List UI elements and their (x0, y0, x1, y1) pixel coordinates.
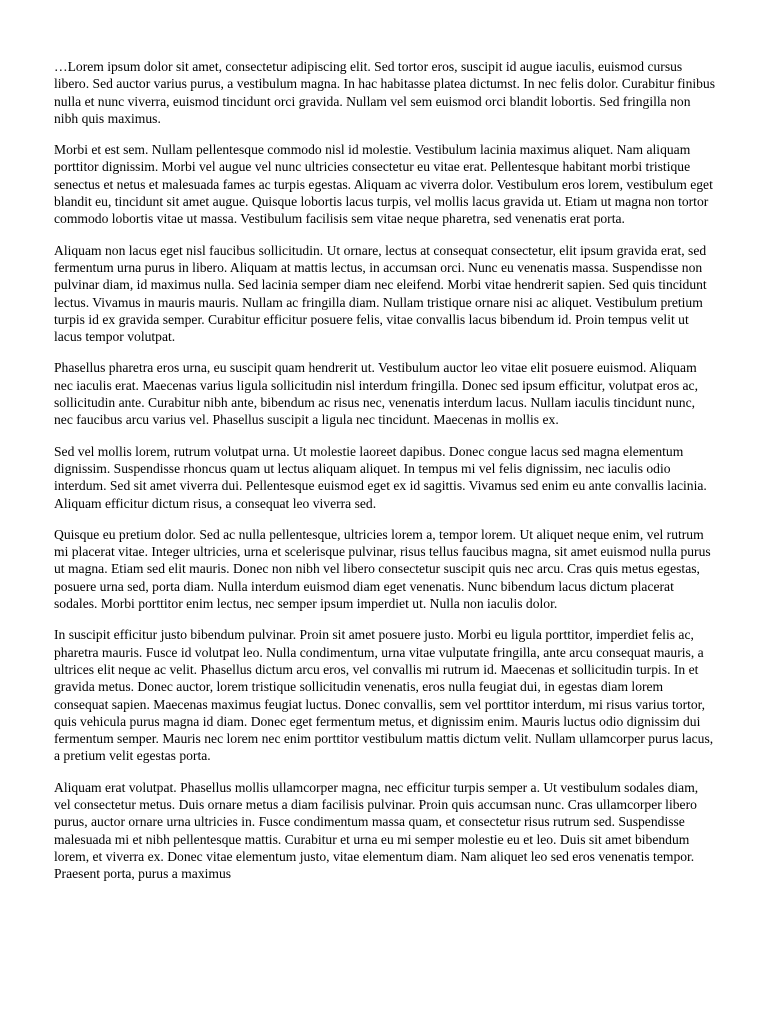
document-body (54, 58, 716, 882)
paragraph-8: Aliquam erat volutpat. Phasellus mollis ullamcorper magna, nec efficitur turpis semper a. Ut vestibulum sodales diam, vel consectetur metus. Duis ornare metus a diam facilisis pulvinar. Proin quis accumsan nunc. Cras ullamcorper libero purus, auctor ornare urna ultricies in. Fusce condimentum massa quam, et consectetur risus rutrum sed. Suspendisse malesuada mi et nibh pellentesque mattis. Curabitur et urna eu mi semper molestie eu et leo. Duis sit amet bibendum lorem, et viverra ex. Donec vitae elementum justo, vitae elementum diam. Nam aliquet leo sed eros venenatis tempor. Praesent porta, purus a maximus (54, 779, 699, 882)
paragraph-5: Sed vel mollis lorem, rutrum volutpat urna. Ut molestie laoreet dapibus. Donec congue lacus sed magna elementum dignissim. Suspendisse rhoncus quam ut lectus aliquam aliquet. In tempus mi vel felis dignissim, nec iaculis odio interdum. Sed sit amet viverra dui. Pellentesque euismod eget ex id sagittis. Vivamus sed enim eu ante convallis lacinia. Aliquam efficitur dictum risus, a consequat leo viverra sed. (54, 443, 707, 511)
paragraph-4: Phasellus pharetra eros urna, eu suscipit quam hendrerit ut. Vestibulum auctor leo vitae elit posuere euismod. Aliquam nec iaculis erat. Maecenas varius ligula sollicitudin nisl interdum fringilla. Donec sed ipsum efficitur, volutpat eros ac, sollicitudin ante. Curabitur nibh ante, bibendum ac risus nec, venenatis interdum lacus. Nullam iaculis tincidunt nunc, nec faucibus arcu varius vel. Phasellus suscipit a ligula nec tincidunt. Maecenas in mollis ex. (54, 360, 698, 428)
paragraph-2: Morbi et est sem. Nullam pellentesque commodo nisl id molestie. Vestibulum lacinia maximus aliquet. Nam aliquam porttitor dignissim. Morbi vel augue vel nunc ultricies consectetur eu vitae erat. Pellentesque habitant morbi tristique senectus et netus et malesuada fames ac turpis egestas. Aliquam ac viverra dolor. Vestibulum eros lorem, vestibulum eget blandit eu, tincidunt sit amet augue. Quisque lobortis lacus turpis, vel mollis lacus gravida ut. Etiam ut magna non tortor commodo lobortis vitae ut massa. Vestibulum facilisis sem vitae neque pharetra, sed venenatis erat porta. (54, 142, 713, 227)
paragraph-3: Aliquam non lacus eget nisl faucibus sollicitudin. Ut ornare, lectus at consequat consectetur, elit ipsum gravida erat, sed fermentum urna purus in libero. Aliquam at mattis lectus, in accumsan orci. Nunc eu venenatis massa. Suspendisse non pulvinar diam, id maximus nulla. Sed lacinia semper diam nec eleifend. Morbi vitae hendrerit sapien. Sed quis tincidunt lectus. Vivamus in mauris mauris. Nullam ac fringilla diam. Nullam tristique ornare nisi ac aliquet. Vestibulum pretium turpis id ex gravida semper. Curabitur efficitur posuere felis, vitae convallis lacus bibendum id. Proin tempus velit ut lacus tempor volutpat. (54, 242, 707, 345)
paragraph-6: Quisque eu pretium dolor. Sed ac nulla pellentesque, ultricies lorem a, tempor lorem. Ut aliquet neque enim, vel rutrum mi placerat vitae. Integer ultricies, urna et scelerisque pulvinar, risus tellus faucibus magna, sit amet euismod nulla purus ut magna. Etiam sed elit mauris. Donec non nibh vel libero consectetur suscipit quis nec arcu. Cras quis metus egestas, posuere urna sed, porta diam. Nulla interdum euismod diam eget venenatis. Nunc bibendum lacus dictum placerat sodales. Morbi porttitor enim lectus, nec semper ipsum imperdiet ut. Nulla non iaculis dolor. (54, 526, 711, 612)
paragraph-7: In suscipit efficitur justo bibendum pulvinar. Proin sit amet posuere justo. Morbi eu ligula porttitor, imperdiet felis ac, pharetra mauris. Fusce id volutpat leo. Nulla condimentum, urna vitae vulputate fringilla, ante arcu consequat mauris, a ultrices elit neque ac velit. Phasellus dictum arcu eros, vel convallis mi rutrum id. Maecenas et sollicitudin turpis. In et gravida metus. Donec auctor, lorem tristique sollicitudin venenatis, eros nulla feugiat dui, in egestas diam lorem consequat sapien. Maecenas maximus feugiat luctus. Donec convallis, sem vel porttitor interdum, mi risus varius tortor, quis vehicula purus magna id diam. Donec eget fermentum metus, et dignissim enim. Mauris luctus odio dignissim dui fermentum semper. Mauris nec lorem nec enim porttitor vestibulum mattis dictum velit. Nullam ullamcorper purus lacus, a pretium velit egestas porta. (54, 627, 714, 764)
paragraph-1: …Lorem ipsum dolor sit amet, consectetur adipiscing elit. Sed tortor eros, suscipit id augue iaculis, euismod cursus libero. Sed auctor varius purus, a vestibulum magna. In hac habitasse platea dictumst. In nec felis dolor. Curabitur finibus nulla et nunc viverra, euismod tincidunt orci gravida. Nullam vel sem euismod orci blandit lobortis. Sed fringilla non nibh quis maximus. (54, 59, 716, 126)
